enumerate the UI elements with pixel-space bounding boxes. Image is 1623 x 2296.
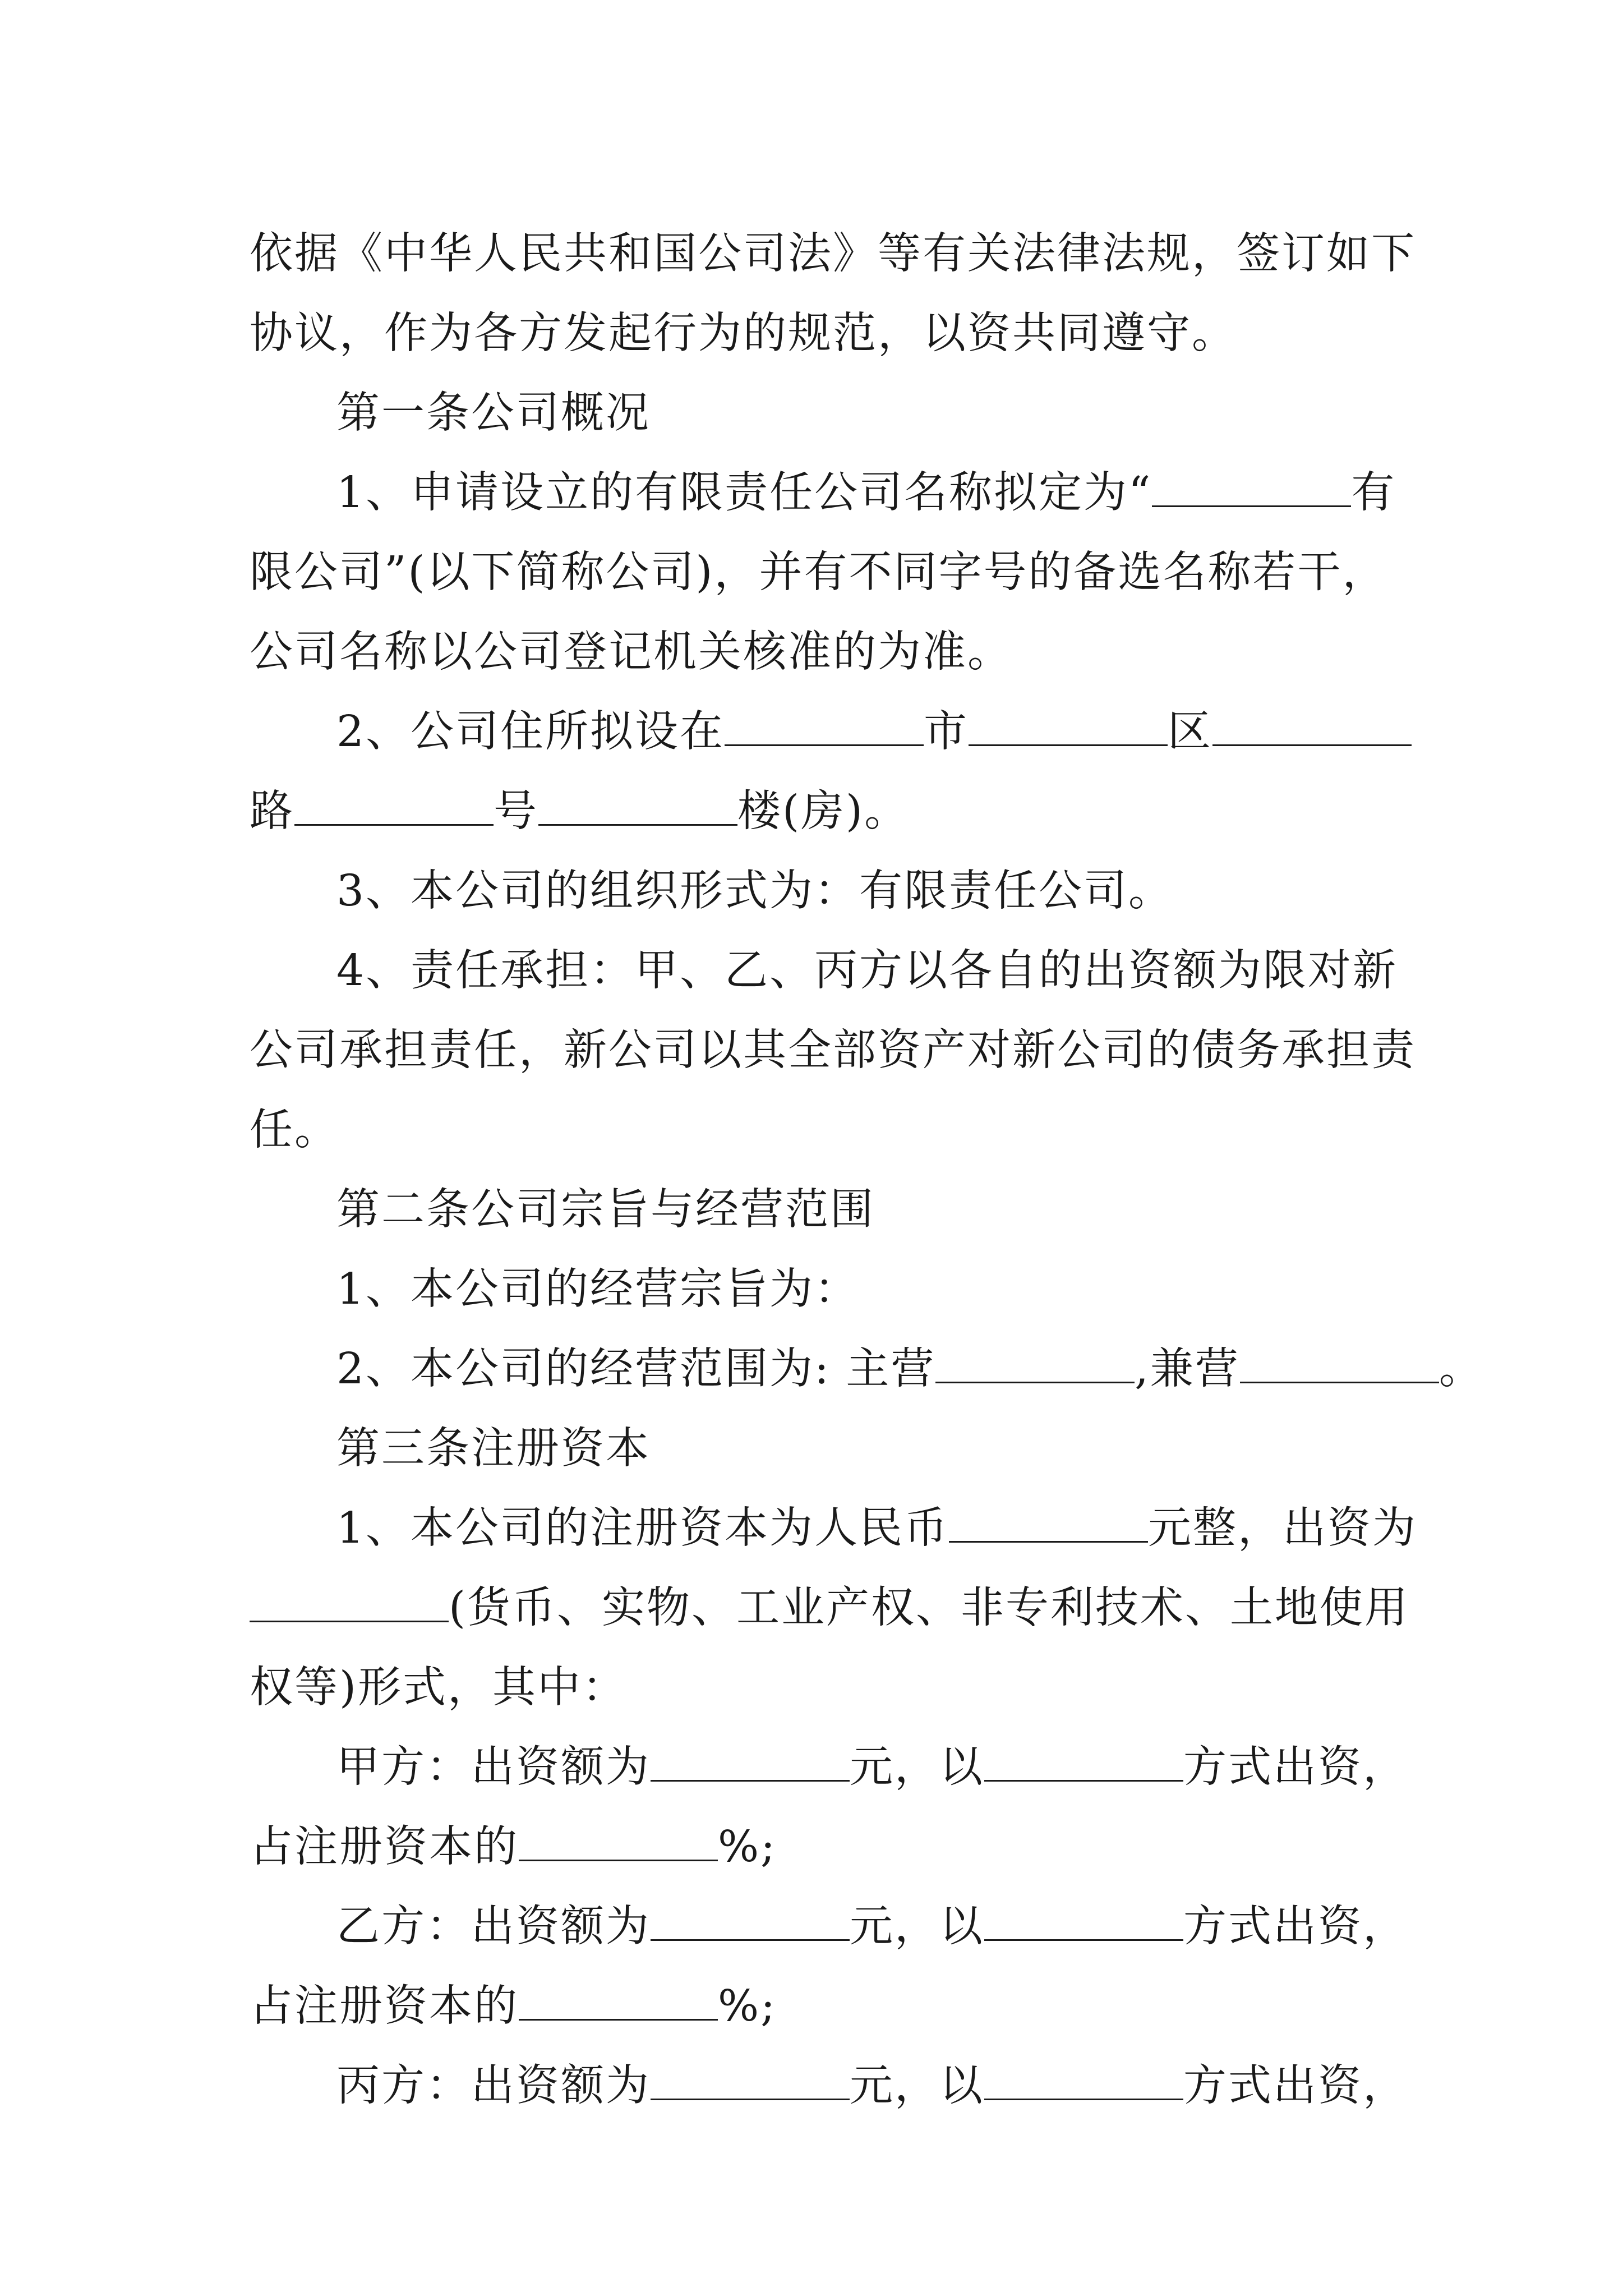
text-segment: 1、申请设立的有限责任公司名称拟定为“ <box>336 468 1152 518</box>
text-line <box>250 453 1396 533</box>
fill-blank <box>1240 1348 1439 1383</box>
text-segment: %; <box>718 1981 777 2031</box>
fill-blank <box>984 1746 1183 1782</box>
section-heading <box>250 1409 1388 1489</box>
text-line <box>250 1807 1388 1887</box>
fill-blank <box>725 711 924 746</box>
fill-blank <box>651 1906 850 1941</box>
fill-blank <box>984 2065 1183 2100</box>
text-segment: 方式出资， <box>1183 1742 1408 1792</box>
text-segment: 限公司”(以下简称公司)，并有不同字号的备选名称若干， <box>250 547 1387 597</box>
fill-blank <box>984 1906 1183 1941</box>
text-segment: 1、本公司的经营宗旨为： <box>336 1264 859 1314</box>
fill-blank <box>935 1348 1135 1383</box>
fill-blank <box>949 1507 1148 1543</box>
fill-blank <box>651 2065 850 2100</box>
text-segment: 元整，出资为 <box>1148 1503 1417 1553</box>
text-line <box>250 214 1416 294</box>
text-line <box>250 1489 1417 1568</box>
text-segment: %; <box>718 1822 777 1872</box>
text-segment: ,兼营 <box>1135 1344 1240 1394</box>
document-page <box>250 214 1484 2126</box>
text-segment: 公司承担责任，新公司以其全部资产对新公司的债务承担责 <box>250 1025 1416 1075</box>
text-segment: 元，以 <box>850 1902 984 1952</box>
text-segment: 公司名称以公司登记机关核准的为准。 <box>250 627 1012 677</box>
text-segment: 4、责任承担：甲、乙、丙方以各自的出资额为限对新 <box>336 946 1398 996</box>
fill-blank <box>250 1587 449 1622</box>
text-segment: 1、本公司的注册资本为人民币 <box>336 1503 949 1553</box>
fill-blank <box>651 1746 850 1782</box>
text-line <box>250 1011 1416 1091</box>
fill-blank <box>519 1826 718 1861</box>
text-segment: 2、公司住所拟设在 <box>336 707 725 757</box>
fill-blank <box>1152 472 1351 507</box>
fill-blank <box>538 790 737 826</box>
section-heading <box>250 374 1388 453</box>
text-line <box>250 1728 1408 1807</box>
text-line <box>250 1648 1388 1728</box>
text-segment: 3、本公司的组织形式为：有限责任公司。 <box>336 866 1173 916</box>
text-segment: 第一条公司概况 <box>336 388 651 438</box>
text-line <box>250 1568 1410 1648</box>
text-line <box>250 1091 1388 1170</box>
text-segment: 依据《中华人民共和国公司法》等有关法律法规，签订如下 <box>250 229 1416 279</box>
text-segment: 路 <box>250 786 294 836</box>
text-line <box>250 852 1388 931</box>
fill-blank <box>1212 711 1412 746</box>
text-segment: 2、本公司的经营范围为: 主营 <box>336 1344 936 1394</box>
text-line <box>250 2046 1408 2126</box>
text-line <box>250 1967 1388 2046</box>
fill-blank <box>519 1985 718 2021</box>
text-segment: 权等)形式，其中： <box>250 1663 628 1713</box>
text-segment: 区 <box>1168 707 1212 757</box>
text-line <box>250 1329 1484 1409</box>
text-line <box>250 533 1388 613</box>
text-segment: 占注册资本的 <box>250 1822 519 1872</box>
text-segment: 协议，作为各方发起行为的规范，以资共同遵守。 <box>250 309 1237 358</box>
text-segment: 第二条公司宗旨与经营范围 <box>336 1185 875 1235</box>
text-segment: 方式出资， <box>1183 1902 1408 1952</box>
text-segment: (货币、实物、工业产权、非专利技术、土地使用 <box>449 1583 1410 1633</box>
text-segment: 第三条注册资本 <box>336 1424 651 1474</box>
text-segment: 楼(房)。 <box>737 786 910 836</box>
text-line <box>250 1250 1388 1329</box>
fill-blank <box>969 711 1168 746</box>
text-segment: 元，以 <box>850 1742 984 1792</box>
text-line <box>250 692 1388 772</box>
text-line <box>250 613 1388 692</box>
text-line <box>250 931 1398 1011</box>
text-line <box>250 1887 1408 1967</box>
text-segment: 乙方：出资额为 <box>336 1902 651 1952</box>
fill-blank <box>294 790 494 826</box>
text-segment: 元，以 <box>850 2061 984 2111</box>
text-segment: 任。 <box>250 1105 339 1155</box>
text-segment: 市 <box>924 707 969 757</box>
text-segment: 方式出资， <box>1183 2061 1408 2111</box>
text-segment: 有 <box>1351 468 1396 518</box>
text-segment: 丙方：出资额为 <box>336 2061 651 2111</box>
text-segment: 号 <box>494 786 538 836</box>
text-line <box>250 294 1388 374</box>
text-line <box>250 772 1388 852</box>
text-segment: 甲方：出资额为 <box>336 1742 651 1792</box>
section-heading <box>250 1170 1388 1250</box>
text-segment: 。 <box>1438 1344 1484 1394</box>
text-segment: 占注册资本的 <box>250 1981 519 2031</box>
